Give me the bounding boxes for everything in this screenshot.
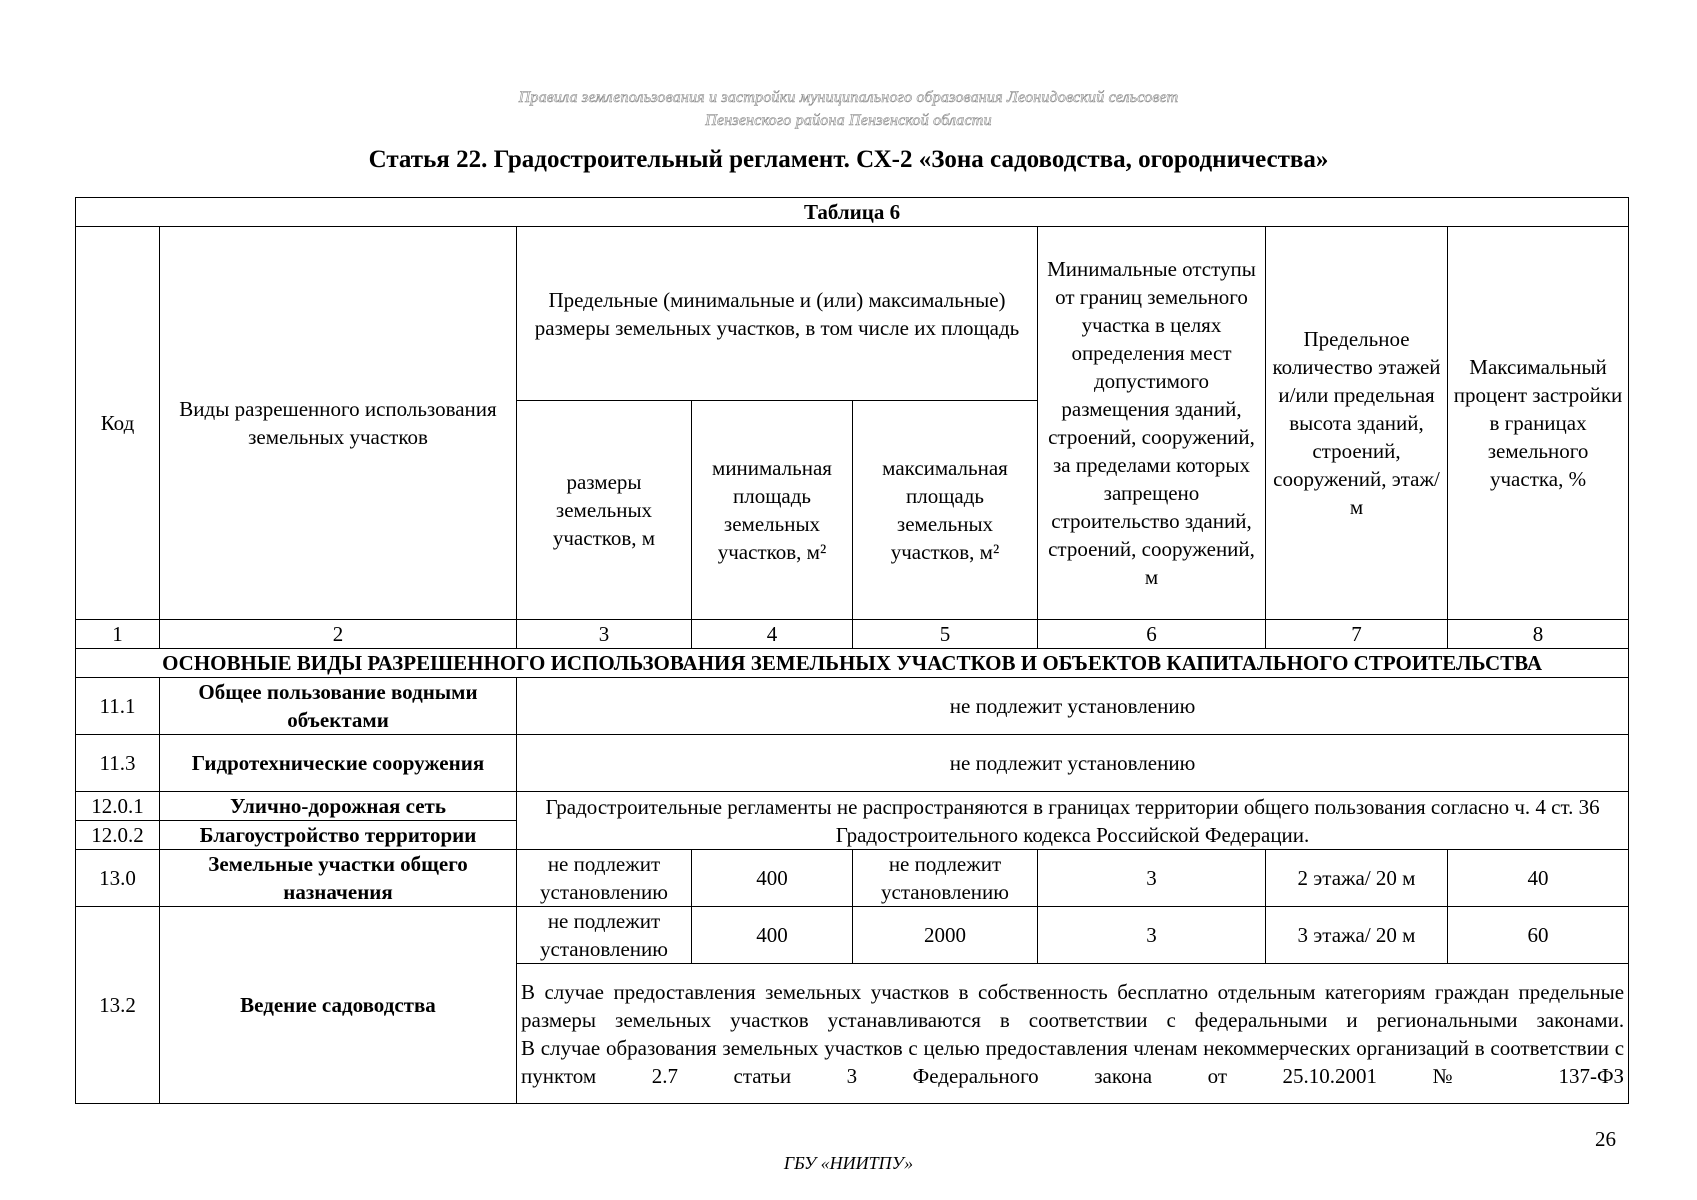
- section-heading: ОСНОВНЫЕ ВИДЫ РАЗРЕШЕННОГО ИСПОЛЬЗОВАНИЯ ЗЕМЕЛЬНЫХ УЧАСТКОВ И ОБЪЕКТОВ КАПИТАЛЬНОГО СТРОИТЕЛЬСТВА: [76, 649, 1629, 678]
- row-note-public-territory: Градостроительные регламенты не распространяются в границах территории общего пользования согласно ч. 4 ст. 36 Градостроительного кодекса Российской Федерации.: [517, 792, 1629, 850]
- col-header-coverage: Максимальный процент застройки в границах земельного участка, %: [1448, 227, 1629, 620]
- row-setback: 3: [1038, 850, 1266, 907]
- col-number: 3: [517, 620, 692, 649]
- not-set-text: установлению: [881, 880, 1009, 904]
- col-header-floors: Предельное количество этажей и/или предельная высота зданий, строений, сооружений, этаж/м: [1266, 227, 1448, 620]
- row-floors: 2 этажа/ 20 м: [1266, 850, 1448, 907]
- col-number: 8: [1448, 620, 1629, 649]
- table-row: [76, 735, 1629, 792]
- document-footer: ГБУ «НИИТПУ»: [783, 1153, 914, 1173]
- table-row: [76, 850, 1629, 907]
- row-code: 11.1: [76, 678, 160, 735]
- row-note-gardening: [517, 964, 1629, 1104]
- document-header-line-2: Пензенского района Пензенской области: [705, 112, 992, 129]
- col-number: 2: [160, 620, 517, 649]
- not-set-text: установлению: [540, 880, 668, 904]
- col-header-limits-group: Предельные (минимальные и (или) максимальные) размеры земельных участков, в том числе их площадь: [517, 227, 1038, 401]
- row-coverage: 60: [1448, 907, 1629, 964]
- row-name: Ведение садоводства: [160, 907, 517, 1104]
- row-code: 13.2: [76, 907, 160, 1104]
- not-set-text: не подлежит: [547, 852, 661, 876]
- column-number-row: [76, 620, 1629, 649]
- row-sizes: [517, 850, 692, 907]
- row-floors: 3 этажа/ 20 м: [1266, 907, 1448, 964]
- row-code: 12.0.2: [76, 821, 160, 850]
- row-name: Улично-дорожная сеть: [160, 792, 517, 821]
- note-paragraph-2: В случае образования земельных участков с целью предоставления членам некоммерческих организаций в соответствии с пунктом 2.7 статьи 3 Федерального закона от 25.10.2001 № 137-ФЗ: [521, 1035, 1625, 1088]
- col-header-uses: Виды разрешенного использования земельных участков: [160, 227, 517, 620]
- col-number: 5: [853, 620, 1038, 649]
- col-header-min-area: минимальная площадь земельных участков, м²: [692, 401, 853, 620]
- row-min-area: 400: [692, 907, 853, 964]
- col-number: 7: [1266, 620, 1448, 649]
- row-sizes: [517, 907, 692, 964]
- table-row: [76, 792, 1629, 821]
- not-set-text: не подлежит: [888, 852, 1002, 876]
- row-name: Гидротехнические сооружения: [160, 735, 517, 792]
- col-number: 4: [692, 620, 853, 649]
- row-max-area: [853, 850, 1038, 907]
- not-set-text: не подлежит: [547, 909, 661, 933]
- col-header-code: Код: [76, 227, 160, 620]
- col-header-setbacks: Минимальные отступы от границ земельного участка в целях определения мест допустимого размещения зданий, строений, сооружений, за пределами которых запрещено строительство зданий, строений, сооружений, м: [1038, 227, 1266, 620]
- table-row: [76, 678, 1629, 735]
- note-paragraph-1: В случае предоставления земельных участков в собственность бесплатно отдельным категориям граждан предельные размеры земельных участков устанавливаются в соответствии с федеральными и региональными законами.: [521, 979, 1625, 1032]
- col-header-max-area: максимальная площадь земельных участков, м²: [853, 401, 1038, 620]
- table-label: Таблица 6: [76, 198, 1629, 227]
- regulation-table: [75, 197, 1629, 1104]
- row-max-area: 2000: [853, 907, 1038, 964]
- row-name: Общее пользование водными объектами: [160, 678, 517, 735]
- page-number: 26: [1595, 1127, 1616, 1151]
- document-header-line-1: Правила землепользования и застройки муниципального образования Леонидовский сельсовет: [518, 89, 1179, 106]
- row-code: 12.0.1: [76, 792, 160, 821]
- col-number: 1: [76, 620, 160, 649]
- row-name: Благоустройство территории: [160, 821, 517, 850]
- col-header-sizes: размеры земельных участков, м: [517, 401, 692, 620]
- row-name: Земельные участки общего назначения: [160, 850, 517, 907]
- col-number: 6: [1038, 620, 1266, 649]
- article-title: Статья 22. Градостроительный регламент. СХ-2 «Зона садоводства, огородничества»: [368, 146, 1329, 173]
- row-not-set: не подлежит установлению: [517, 735, 1629, 792]
- not-set-text: установлению: [540, 937, 668, 961]
- row-not-set: не подлежит установлению: [517, 678, 1629, 735]
- row-coverage: 40: [1448, 850, 1629, 907]
- row-min-area: 400: [692, 850, 853, 907]
- table-row: [76, 907, 1629, 964]
- row-code: 11.3: [76, 735, 160, 792]
- row-code: 13.0: [76, 850, 160, 907]
- row-setback: 3: [1038, 907, 1266, 964]
